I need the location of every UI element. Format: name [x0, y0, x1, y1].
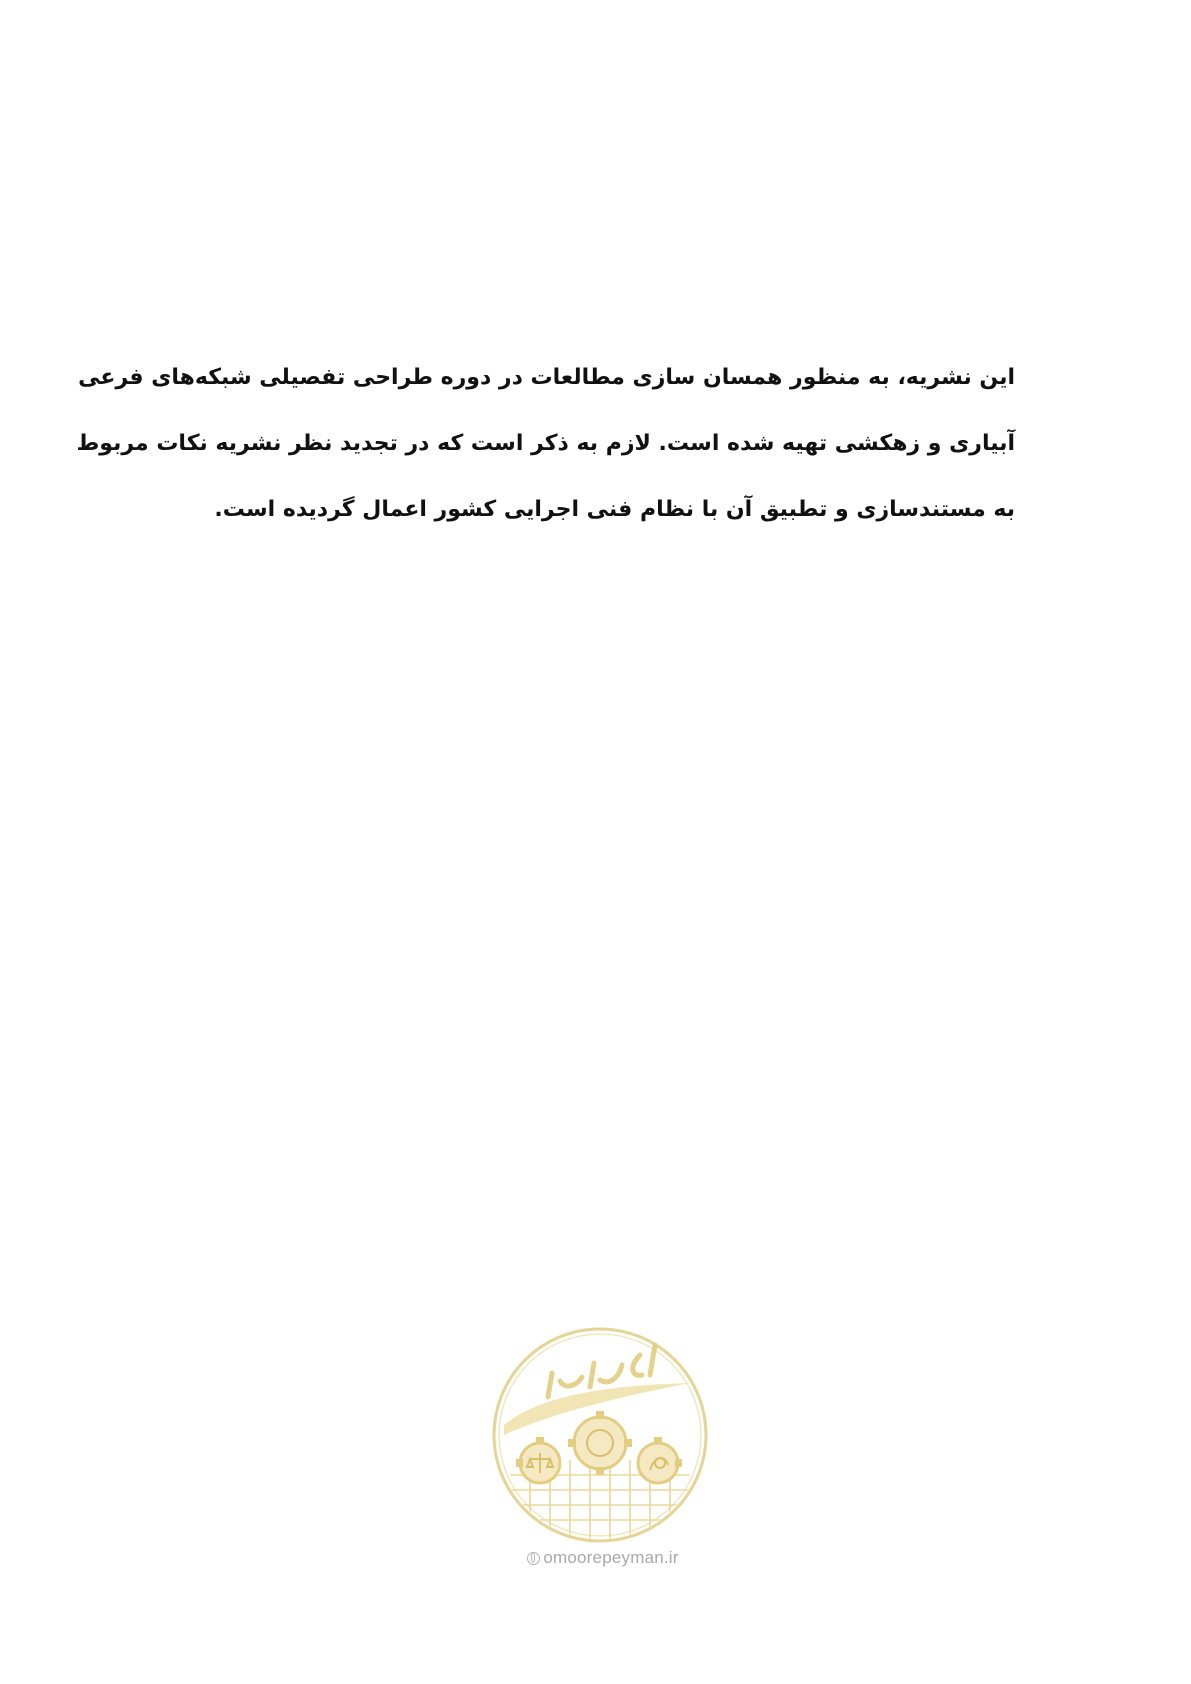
body-line: این نشریه، به منظور همسان سازی مطالعات در دوره طراحی تفصیلی شبکه‌های فرعی [78, 365, 1015, 390]
omoore-peyman-logo-watermark [490, 1325, 710, 1545]
watermark-url-text: omoorepeyman.ir [543, 1548, 679, 1567]
body-line: به مستندسازی و تطبیق آن با نظام فنی اجرایی کشور اعمال گردیده است. [214, 497, 1015, 522]
body-line: آبیاری و زهکشی تهیه شده است. لازم به ذکر است که در تجدید نظر نشریه نکات مربوط [76, 431, 1015, 456]
globe-icon [527, 1552, 540, 1565]
watermark-url [498, 1548, 708, 1568]
body-paragraph [76, 345, 1015, 543]
